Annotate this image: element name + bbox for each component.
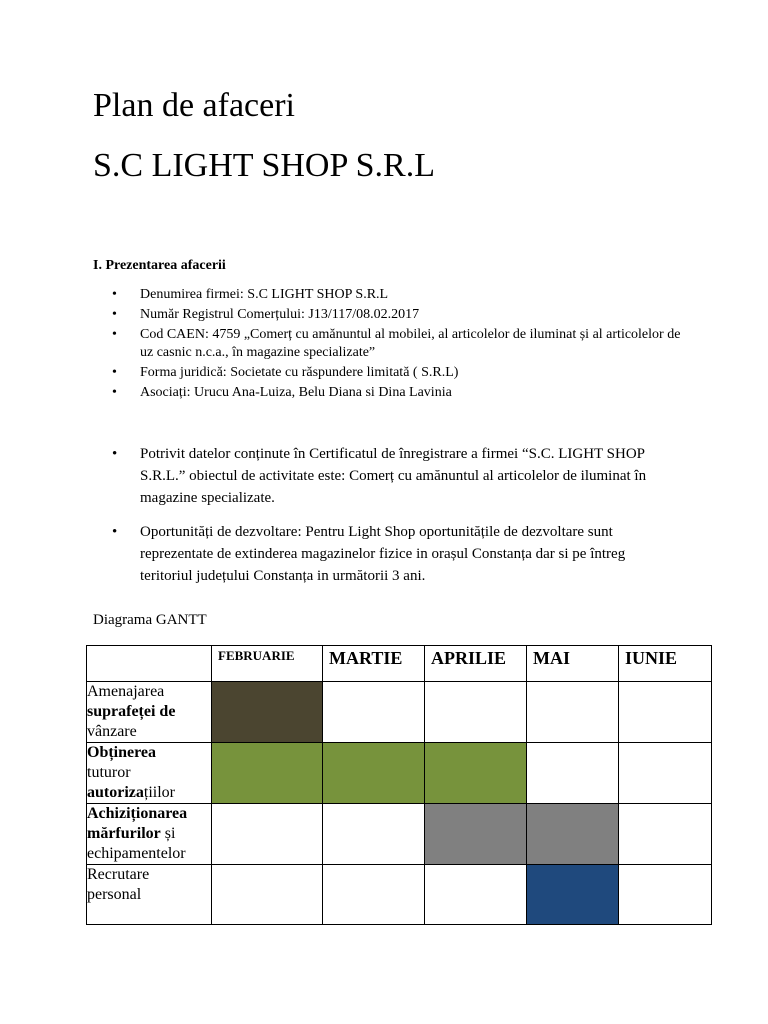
- gantt-header-row: [87, 646, 712, 682]
- task-text: Recrutare: [87, 866, 150, 883]
- gantt-cell: [527, 743, 619, 804]
- task-text: și: [160, 825, 176, 842]
- month-header-iunie: IUNIE: [619, 646, 712, 682]
- gantt-row: [87, 804, 712, 865]
- gantt-label: Diagrama GANTT: [93, 612, 207, 628]
- task-text-bold: Achiziționarea: [87, 805, 188, 822]
- gantt-cell: [425, 865, 527, 925]
- gantt-cell-filled: [527, 865, 619, 925]
- gantt-cell: [619, 682, 712, 743]
- gantt-cell: [425, 682, 527, 743]
- task-text-bold: suprafeței de: [87, 703, 176, 720]
- task-text: tuturor: [87, 764, 131, 781]
- gantt-cell: [619, 743, 712, 804]
- opportunities-paragraph: • Oportunități de dezvoltare: Pentru Light Shop oportunitățile de dezvoltare sunt reprezentate de extinderea magazinelor fizice in orașul Constanța dar si pe întreg teritoriul județului Constanța in următorii 3 ani.: [112, 521, 672, 587]
- gantt-cell-filled: [425, 804, 527, 865]
- task-text-bold: autoriza: [87, 784, 144, 801]
- gantt-cell-filled: [212, 743, 323, 804]
- gantt-cell: [619, 804, 712, 865]
- gantt-table: [86, 645, 712, 925]
- activity-paragraph-list: [112, 443, 672, 509]
- gantt-cell: [212, 804, 323, 865]
- gantt-cell: [323, 804, 425, 865]
- activity-paragraph: • Potrivit datelor conținute în Certificatul de înregistrare a firmei “S.C. LIGHT SHOP S.R.L.” obiectul de activitate este: Comerț cu amănuntul al articolelor de iluminat în magazine specializate.: [112, 443, 672, 509]
- gantt-cell-filled: [527, 804, 619, 865]
- task-text: personal: [87, 886, 142, 903]
- task-text: Amenajarea: [87, 683, 165, 700]
- month-header-februarie: FEBRUARIE: [212, 646, 323, 682]
- task-label-autorizatii: [87, 743, 212, 804]
- month-header-mai: MAI: [527, 646, 619, 682]
- gantt-cell: [527, 682, 619, 743]
- task-text: țiilor: [143, 784, 175, 801]
- opportunities-paragraph-list: [112, 521, 672, 587]
- task-text: echipamentelor: [87, 845, 186, 862]
- gantt-row: [87, 743, 712, 804]
- list-item-company-name: • Denumirea firmei: S.C LIGHT SHOP S.R.L: [112, 286, 692, 304]
- gantt-cell-filled: [212, 682, 323, 743]
- list-item-associates: • Asociați: Urucu Ana-Luiza, Belu Diana si Dina Lavinia: [112, 384, 692, 402]
- gantt-cell-filled: [425, 743, 527, 804]
- company-title: S.C LIGHT SHOP S.R.L: [93, 147, 435, 184]
- list-item-legal-form: • Forma juridică: Societate cu răspundere limitată ( S.R.L): [112, 364, 692, 382]
- company-info-list: [112, 286, 692, 404]
- gantt-row: [87, 682, 712, 743]
- month-header-martie: MARTIE: [323, 646, 425, 682]
- document-title: Plan de afaceri: [93, 87, 295, 124]
- gantt-cell: [212, 865, 323, 925]
- gantt-cell: [619, 865, 712, 925]
- task-label-recrutare: [87, 865, 212, 925]
- task-label-amenajare: [87, 682, 212, 743]
- task-label-achizitionare: [87, 804, 212, 865]
- task-text: vânzare: [87, 723, 137, 740]
- gantt-header-empty: [87, 646, 212, 682]
- gantt-cell: [323, 682, 425, 743]
- month-header-aprilie: APRILIE: [425, 646, 527, 682]
- gantt-cell-filled: [323, 743, 425, 804]
- task-text-bold: Obținerea: [87, 744, 157, 761]
- section-heading: I. Prezentarea afacerii: [93, 258, 226, 273]
- gantt-cell: [323, 865, 425, 925]
- task-text-bold: mărfurilor: [87, 825, 161, 842]
- list-item-registry-number: • Număr Registrul Comerțului: J13/117/08.02.2017: [112, 306, 692, 324]
- gantt-row: [87, 865, 712, 925]
- list-item-caen-code: • Cod CAEN: 4759 „Comerț cu amănuntul al mobilei, al articolelor de iluminat și al articolelor de uz casnic n.c.a., în magazine specializate”: [112, 326, 692, 362]
